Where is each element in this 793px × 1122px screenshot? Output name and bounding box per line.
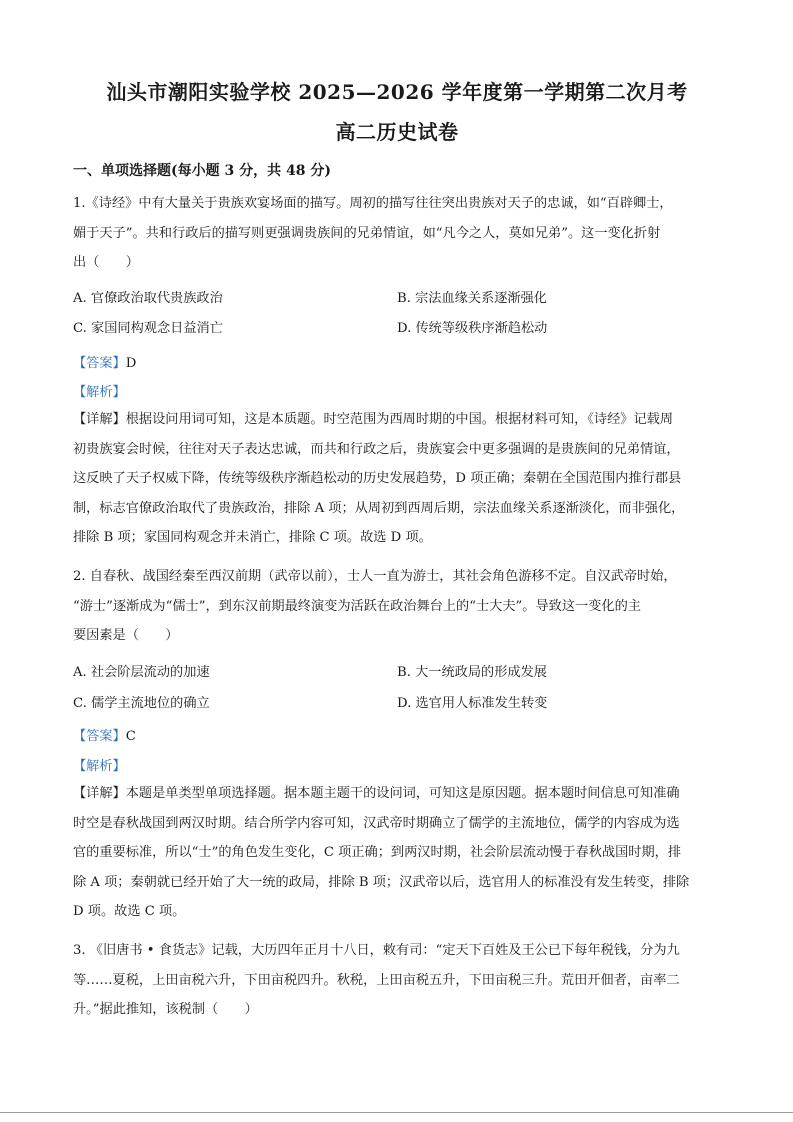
question-2-detail (73, 779, 721, 927)
analysis-label: 【解析】 (73, 385, 126, 400)
question-3-stem-line: 3. 《旧唐书 • 食货志》记载，大历四年正月十八日，敕有司：“定天下百姓及王公已下每年税钱，分为九 (73, 943, 680, 958)
analysis-label: 【解析】 (73, 759, 126, 774)
question-1-option-b: B. 宗法血缘关系逐渐强化 (397, 291, 547, 306)
section-heading: 一、单项选择题(每小题 3 分，共 48 分) (73, 163, 331, 179)
answer-value: C (125, 729, 136, 744)
question-2-stem-line: 要因素是（ ） (73, 628, 179, 643)
question-1-detail-line: 制，标志官僚政治取代了贵族政治，排除 A 项；从周初到西周后期，宗法血缘关系逐渐淡化，而非强化， (73, 500, 685, 516)
question-1-detail-line: 排除 B 项；家国同构观念并未消亡，排除 C 项。故选 D 项。 (73, 530, 432, 545)
detail-text: 根据设问用词可知，这是本质题。时空范围为西周时期的中国。根据材料可知，《诗经》记载周 (125, 412, 674, 427)
detail-label: 【详解】 (73, 786, 126, 801)
question-1-stem-line: 出（ ） (73, 255, 139, 270)
question-3-stem (73, 936, 721, 1025)
question-1-detail (73, 405, 721, 553)
exam-title: 汕头市潮阳实验学校 2025—2026 学年度第一学期第二次月考 (106, 80, 688, 104)
detail-label: 【详解】 (73, 412, 126, 427)
page-bottom-rule (0, 1112, 793, 1113)
question-2-option-c: C. 儒学主流地位的确立 (73, 696, 210, 711)
question-3-stem-line: 升。”据此推知，该税制（ ） (73, 1002, 258, 1017)
question-2-stem (73, 562, 721, 651)
answer-label: 【答案】 (73, 729, 126, 744)
question-2-detail-line (73, 779, 721, 809)
question-2-stem-line: 2. 自春秋、战国经秦至西汉前期（武帝以前），士人一直为游士，其社会角色游移不定。自汉武帝时始， (73, 569, 677, 584)
detail-text: 本题是单类型单项选择题。据本题主题干的设问词，可知这是原因题。据本题时间信息可知准确 (125, 786, 680, 801)
question-3-stem-line: 等……夏税，上田亩税六升，下田亩税四升。秋税，上田亩税五升，下田亩税三升。荒田开佃者，亩率二 (73, 972, 680, 988)
exam-subtitle: 高二历史试卷 (335, 120, 459, 144)
question-2-analysis-label (73, 755, 126, 774)
question-2-detail-line: D 项。故选 C 项。 (73, 904, 186, 919)
question-1-stem-line: 1.《诗经》中有大量关于贵族欢宴场面的描写。周初的描写往往突出贵族对天子的忠诚，如“百辟卿士， (73, 196, 673, 211)
question-2-answer (73, 725, 136, 744)
question-1-detail-line: 这反映了天子权威下降，传统等级秩序渐趋松动的历史发展趋势，D 项正确；秦朝在全国范围内推行郡县 (73, 471, 682, 486)
question-2-option-d: D. 选官用人标准发生转变 (397, 696, 548, 711)
question-1-stem (73, 189, 721, 278)
question-1-answer (73, 352, 136, 371)
question-2-option-b: B. 大一统政局的形成发展 (397, 665, 547, 680)
answer-label: 【答案】 (73, 356, 126, 371)
question-2-detail-line: 除 A 项；秦朝就已经开始了大一统的政局，排除 B 项；汉武帝以后，选官用人的标准没有发生转变，排除 (73, 874, 690, 890)
question-2-detail-line: 时空是春秋战国到两汉时期。结合所学内容可知，汉武帝时期确立了儒学的主流地位，儒学的内容成为选 (73, 815, 680, 831)
question-1-option-c: C. 家国同构观念日益消亡 (73, 321, 223, 336)
question-2-stem-line: “游士”逐渐成为“儒士”，到东汉前期最终演变为活跃在政治舞台上的“士大夫”。导致这一变化的主 (73, 598, 641, 614)
question-1-detail-line (73, 405, 721, 435)
question-2-option-a: A. 社会阶层流动的加速 (73, 665, 210, 680)
answer-value: D (125, 356, 137, 371)
question-1-option-d: D. 传统等级秩序渐趋松动 (397, 321, 548, 336)
question-1-detail-line: 初贵族宴会时候，往往对天子表达忠诚，而共和行政之后，贵族宴会中更多强调的是贵族间的兄弟情谊， (73, 441, 680, 457)
question-1-analysis-label (73, 381, 126, 400)
question-2-detail-line: 官的重要标准，所以“士”的角色发生变化，C 项正确；到两汉时期，社会阶层流动慢于春秋战国时期，排 (73, 845, 682, 860)
question-1-option-a: A. 官僚政治取代贵族政治 (73, 291, 223, 306)
question-1-stem-line: 媚于天子”。共和行政后的描写则更强调贵族间的兄弟情谊，如“凡今之人，莫如兄弟”。这一变化折射 (73, 225, 661, 241)
